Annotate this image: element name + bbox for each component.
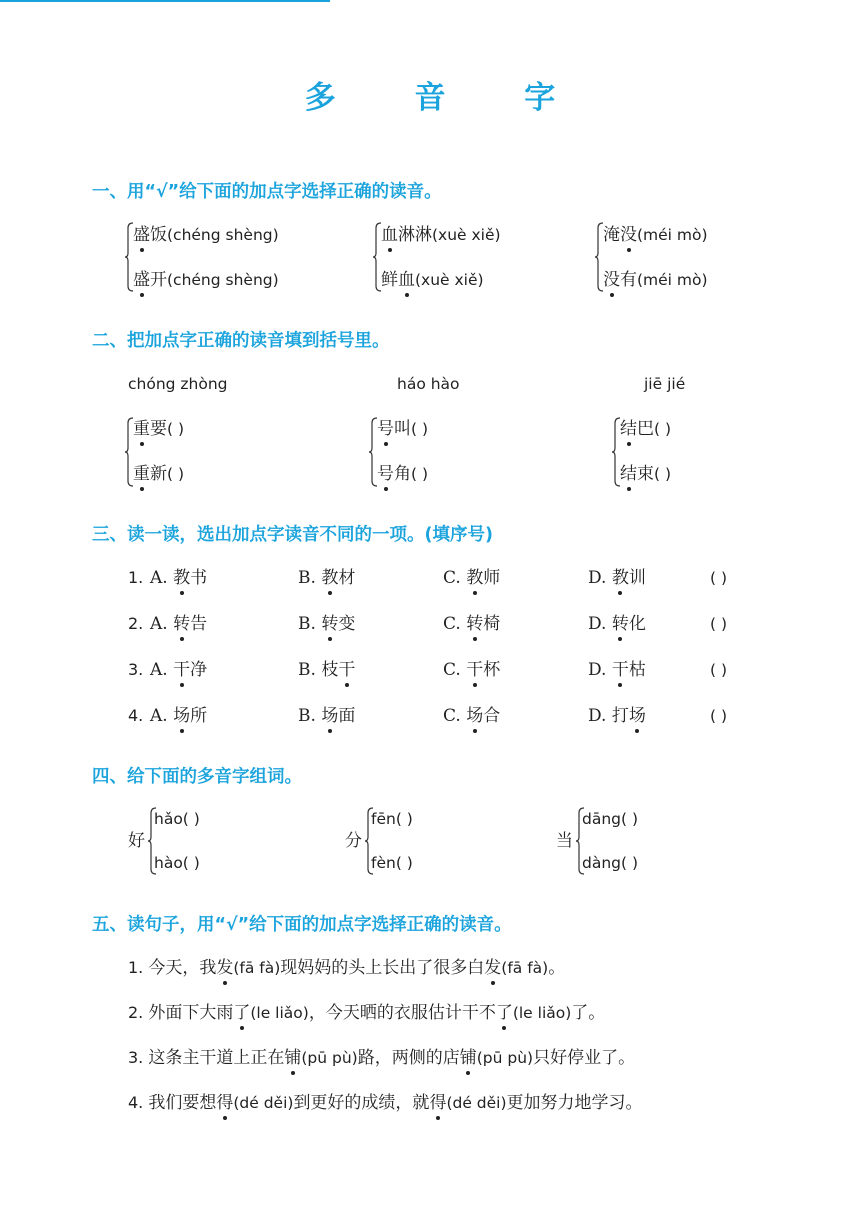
sentence-text: 更加努力地学习。 xyxy=(506,1093,643,1113)
fill-pinyin-row xyxy=(620,418,671,440)
pinyin-options: (pū pù) xyxy=(476,1049,534,1067)
pinyin-blank: dāng( ) xyxy=(582,810,639,828)
dotted-character: 了 xyxy=(495,1003,513,1023)
word-text: 告 xyxy=(190,614,208,634)
option-label: B. xyxy=(298,660,322,680)
pinyin-options: (le liǎo) xyxy=(512,1004,572,1022)
pinyin-choices xyxy=(128,373,228,395)
dotted-character: 血 xyxy=(398,270,415,290)
answer-blank-text: ( ) xyxy=(710,615,728,633)
top-rule xyxy=(0,0,330,2)
polyphonic-character xyxy=(128,830,145,852)
dotted-character: 发 xyxy=(484,958,502,978)
word-choice-row xyxy=(133,224,279,246)
dotted-character: 场 xyxy=(466,706,484,726)
answer-blank-text: ( ) xyxy=(710,707,728,725)
pinyin-options: (xuè xiě) xyxy=(432,226,501,244)
pinyin-blank: fèn( ) xyxy=(371,854,413,872)
sentence-text: 现妈妈的头上长出了很多白 xyxy=(280,958,485,978)
fill-pinyin-row xyxy=(620,463,671,485)
answer-blank-text: ( ) xyxy=(710,661,728,679)
option-item xyxy=(150,659,207,681)
dotted-character: 干 xyxy=(338,660,356,680)
word-text: 枯 xyxy=(628,660,646,680)
sentence-text: 外面下大雨 xyxy=(148,1003,234,1023)
dotted-character: 没 xyxy=(603,270,620,290)
answer-blank xyxy=(710,705,727,727)
word-text: 要 xyxy=(150,419,167,439)
sentence-number: 4. xyxy=(128,1093,149,1112)
option-item xyxy=(150,705,207,727)
fill-pinyin-row xyxy=(133,418,184,440)
polyphonic-character-text: 好 xyxy=(128,831,145,851)
answer-blank: ( ) xyxy=(167,420,185,438)
pinyin-options: (méi mò) xyxy=(637,271,708,289)
option-item xyxy=(443,567,500,589)
dotted-character: 盛 xyxy=(133,270,150,290)
sentence-number: 1. xyxy=(128,958,149,977)
question-number-text: 3. xyxy=(128,660,144,679)
pinyin-options: (xuè xiě) xyxy=(415,271,484,289)
pinyin-choices xyxy=(644,373,685,395)
word-text: 面 xyxy=(338,706,356,726)
dotted-character: 血 xyxy=(381,225,398,245)
polyphonic-character-text: 当 xyxy=(556,831,573,851)
word-text: 枝 xyxy=(321,660,339,680)
answer-blank: ( ) xyxy=(411,465,429,483)
word-choice-row xyxy=(133,269,279,291)
option-label: D. xyxy=(588,568,612,588)
pinyin-blank: fēn( ) xyxy=(371,810,413,828)
word-choice-row xyxy=(381,224,501,246)
compose-word-row xyxy=(371,852,413,874)
pinyin-options: (méi mò) xyxy=(637,226,708,244)
fill-pinyin-row xyxy=(377,418,428,440)
word-text: 材 xyxy=(338,568,356,588)
dotted-character: 场 xyxy=(628,706,646,726)
option-label: C. xyxy=(443,706,467,726)
word-text: 束 xyxy=(637,464,654,484)
option-label: D. xyxy=(588,614,612,634)
word-text: 椅 xyxy=(483,614,501,634)
word-text: 所 xyxy=(190,706,208,726)
word-text: 打 xyxy=(611,706,629,726)
pinyin-options: (fā fà) xyxy=(501,959,549,977)
sentence-text: 路，两侧的店 xyxy=(357,1048,460,1068)
word-choice-row xyxy=(381,269,484,291)
dotted-character: 转 xyxy=(466,614,484,634)
answer-blank xyxy=(710,659,727,681)
dotted-character: 转 xyxy=(611,614,629,634)
question-number-text: 4. xyxy=(128,706,144,725)
option-label: D. xyxy=(588,660,612,680)
dotted-character: 号 xyxy=(377,464,394,484)
dotted-character: 转 xyxy=(173,614,191,634)
sentence-text: 我们要想 xyxy=(148,1093,217,1113)
option-item xyxy=(150,613,207,635)
option-item xyxy=(443,659,500,681)
option-item xyxy=(588,705,646,727)
word-text: 合 xyxy=(483,706,501,726)
word-text: 开 xyxy=(150,270,167,290)
polyphonic-character xyxy=(556,830,573,852)
pinyin-options: (dé děi) xyxy=(446,1094,507,1112)
option-item xyxy=(588,613,646,635)
pinyin-options: (pū pù) xyxy=(301,1049,358,1067)
word-text: 净 xyxy=(190,660,208,680)
page-title: 多 音 字 xyxy=(304,80,590,116)
answer-blank: ( ) xyxy=(654,465,672,483)
option-item xyxy=(443,613,500,635)
option-item xyxy=(588,659,646,681)
dotted-character: 场 xyxy=(173,706,191,726)
pinyin-options: (fā fà) xyxy=(233,959,281,977)
answer-blank: ( ) xyxy=(411,420,429,438)
pinyin-blank: dàng( ) xyxy=(582,854,639,872)
pinyin-choices-text: háo hào xyxy=(397,375,460,393)
pinyin-blank: hǎo( ) xyxy=(154,810,200,828)
option-item xyxy=(298,659,355,681)
dotted-character: 重 xyxy=(133,464,150,484)
compose-word-row xyxy=(154,808,200,830)
compose-word-row xyxy=(582,808,638,830)
word-text: 杯 xyxy=(483,660,501,680)
word-choice-row xyxy=(603,224,708,246)
sentence-text: 今天，我 xyxy=(148,958,217,978)
word-text: 巴 xyxy=(637,419,654,439)
answer-blank xyxy=(710,567,727,589)
word-text: 化 xyxy=(628,614,646,634)
sentence-text: 只好停业了。 xyxy=(533,1048,636,1068)
polyphonic-character-text: 分 xyxy=(345,831,362,851)
answer-blank: ( ) xyxy=(654,420,672,438)
option-label: B. xyxy=(298,568,322,588)
question-number-text: 2. xyxy=(128,614,144,633)
question-number-text: 1. xyxy=(128,568,144,587)
option-label: D. xyxy=(588,706,612,726)
fill-pinyin-row xyxy=(377,463,428,485)
dotted-character: 了 xyxy=(233,1003,251,1023)
dotted-character: 教 xyxy=(173,568,191,588)
pinyin-choices-text: jiē jié xyxy=(644,375,686,393)
pinyin-blank: hào( ) xyxy=(154,854,200,872)
sentence-text: 到更好的成绩，就 xyxy=(293,1093,430,1113)
sentence-text: 。 xyxy=(548,958,566,978)
dotted-character: 没 xyxy=(620,225,637,245)
option-item xyxy=(298,705,355,727)
word-text: 变 xyxy=(338,614,356,634)
sentence-number: 3. xyxy=(128,1048,149,1067)
word-text: 有 xyxy=(620,270,637,290)
dotted-character: 得 xyxy=(216,1093,234,1113)
sentence-text: ，今天晒的衣服估计干不 xyxy=(308,1003,496,1023)
pinyin-options: (le liǎo) xyxy=(250,1004,309,1022)
option-item xyxy=(588,567,646,589)
dotted-character: 干 xyxy=(611,660,629,680)
dotted-character: 铺 xyxy=(284,1048,302,1068)
option-label: C. xyxy=(443,614,467,634)
question-number xyxy=(128,613,143,635)
dotted-character: 结 xyxy=(620,419,637,439)
section-5-heading: 五、读句子，用“√”给下面的加点字选择正确的读音。 xyxy=(92,915,512,935)
option-item xyxy=(443,705,500,727)
word-text: 书 xyxy=(190,568,208,588)
word-text: 淋淋 xyxy=(398,225,432,245)
fill-pinyin-row xyxy=(133,463,184,485)
word-text: 师 xyxy=(483,568,501,588)
dotted-character: 场 xyxy=(321,706,339,726)
sentence-row xyxy=(128,1047,635,1069)
section-1-heading: 一、用“√”给下面的加点字选择正确的读音。 xyxy=(92,182,442,202)
option-label: B. xyxy=(298,614,322,634)
dotted-character: 重 xyxy=(133,419,150,439)
dotted-character: 干 xyxy=(466,660,484,680)
answer-blank xyxy=(710,613,727,635)
option-item xyxy=(150,567,207,589)
word-text: 叫 xyxy=(394,419,411,439)
pinyin-options: (chéng shèng) xyxy=(167,271,279,289)
option-item xyxy=(298,613,355,635)
sentence-row xyxy=(128,1092,643,1114)
word-text: 新 xyxy=(150,464,167,484)
answer-blank: ( ) xyxy=(167,465,185,483)
dotted-character: 干 xyxy=(173,660,191,680)
dotted-character: 转 xyxy=(321,614,339,634)
polyphonic-character xyxy=(345,830,362,852)
sentence-row xyxy=(128,957,565,979)
section-2-heading: 二、把加点字正确的读音填到括号里。 xyxy=(92,331,390,351)
word-text: 鲜 xyxy=(381,270,398,290)
dotted-character: 号 xyxy=(377,419,394,439)
pinyin-options: (chéng shèng) xyxy=(167,226,279,244)
dotted-character: 教 xyxy=(466,568,484,588)
compose-word-row xyxy=(154,852,200,874)
question-number xyxy=(128,705,143,727)
option-label: C. xyxy=(443,568,467,588)
pinyin-choices-text: chóng zhòng xyxy=(128,375,228,393)
option-item xyxy=(298,567,355,589)
question-number xyxy=(128,567,143,589)
option-label: A. xyxy=(150,660,174,680)
dotted-character: 教 xyxy=(611,568,629,588)
sentence-text: 了。 xyxy=(571,1003,606,1023)
section-4-heading: 四、给下面的多音字组词。 xyxy=(92,767,302,787)
option-label: C. xyxy=(443,660,467,680)
sentence-number: 2. xyxy=(128,1003,149,1022)
option-label: B. xyxy=(298,706,322,726)
word-text: 训 xyxy=(628,568,646,588)
dotted-character: 结 xyxy=(620,464,637,484)
pinyin-options: (dé děi) xyxy=(233,1094,294,1112)
pinyin-choices xyxy=(397,373,460,395)
dotted-character: 得 xyxy=(429,1093,447,1113)
word-text: 淹 xyxy=(603,225,620,245)
sentence-text: 这条主干道上正在 xyxy=(148,1048,285,1068)
compose-word-row xyxy=(582,852,638,874)
dotted-character: 教 xyxy=(321,568,339,588)
word-text: 角 xyxy=(394,464,411,484)
dotted-character: 发 xyxy=(216,958,234,978)
compose-word-row xyxy=(371,808,413,830)
word-text: 饭 xyxy=(150,225,167,245)
dotted-character: 铺 xyxy=(459,1048,477,1068)
option-label: A. xyxy=(150,706,174,726)
option-label: A. xyxy=(150,568,174,588)
option-label: A. xyxy=(150,614,174,634)
word-choice-row xyxy=(603,269,708,291)
question-number xyxy=(128,659,143,681)
section-3-heading: 三、读一读，选出加点字读音不同的一项。(填序号) xyxy=(92,525,493,545)
dotted-character: 盛 xyxy=(133,225,150,245)
answer-blank-text: ( ) xyxy=(710,569,728,587)
sentence-row xyxy=(128,1002,605,1024)
